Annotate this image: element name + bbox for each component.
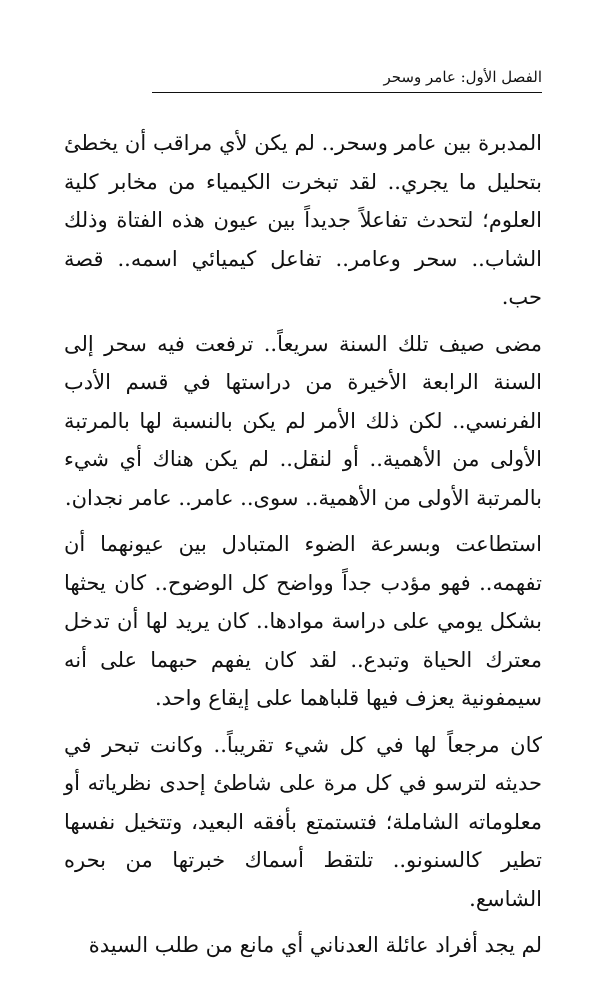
paragraph: مضى صيف تلك السنة سريعاً.. ترفعت فيه سحر إلى السنة الرابعة الأخيرة من دراستها في قسم الأدب الفرنسي.. لكن ذلك الأمر لم يكن بالنسبة لها بالمرتبة الأولى من الأهمية.. أو لنقل.. لم يكن هناك أي شيء بالمرتبة الأولى من الأهمية.. سوى.. عامر.. عامر نجدان.: [64, 331, 542, 510]
paragraph: استطاعت وبسرعة الضوء المتبادل بين عيونهما أن تفهمه.. فهو مؤدب جداً وواضح كل الوضوح.. كان يحثها بشكل يومي على دراسة موادها.. كان يريد لها أن تدخل معترك الحياة وتبدع.. لقد كان يفهم حبهما على أنه سيمفونية يعزف فيها قلباهما على إيقاع واحد.: [64, 532, 542, 710]
paragraph: لم يجد أفراد عائلة العدناني أي مانع من طلب السيدة: [88, 933, 542, 957]
chapter-body: [64, 124, 542, 973]
paragraph: المدبرة بين عامر وسحر.. لم يكن لأي مراقب أن يخطئ بتحليل ما يجري.. لقد تبخرت الكيمياء من مخابر كلية العلوم؛ لتحدث تفاعلاً جديداً بين عيون هذه الفتاة وذلك الشاب.. سحر وعامر.. تفاعل كيميائي اسمه.. قصة حب.: [64, 131, 542, 309]
running-header: الفصل الأول: عامر وسحر: [152, 66, 542, 93]
paragraph: كان مرجعاً لها في كل شيء تقريباً.. وكانت تبحر في حديثه لترسو في كل مرة على شاطئ إحدى نظرياته أو معلوماته الشاملة؛ فتستمتع بأفقه البعيد، وتتخيل نفسها تطير كالسنونو.. تلتقط أسماك خبرتها من بحره الشاسع.: [64, 732, 542, 911]
